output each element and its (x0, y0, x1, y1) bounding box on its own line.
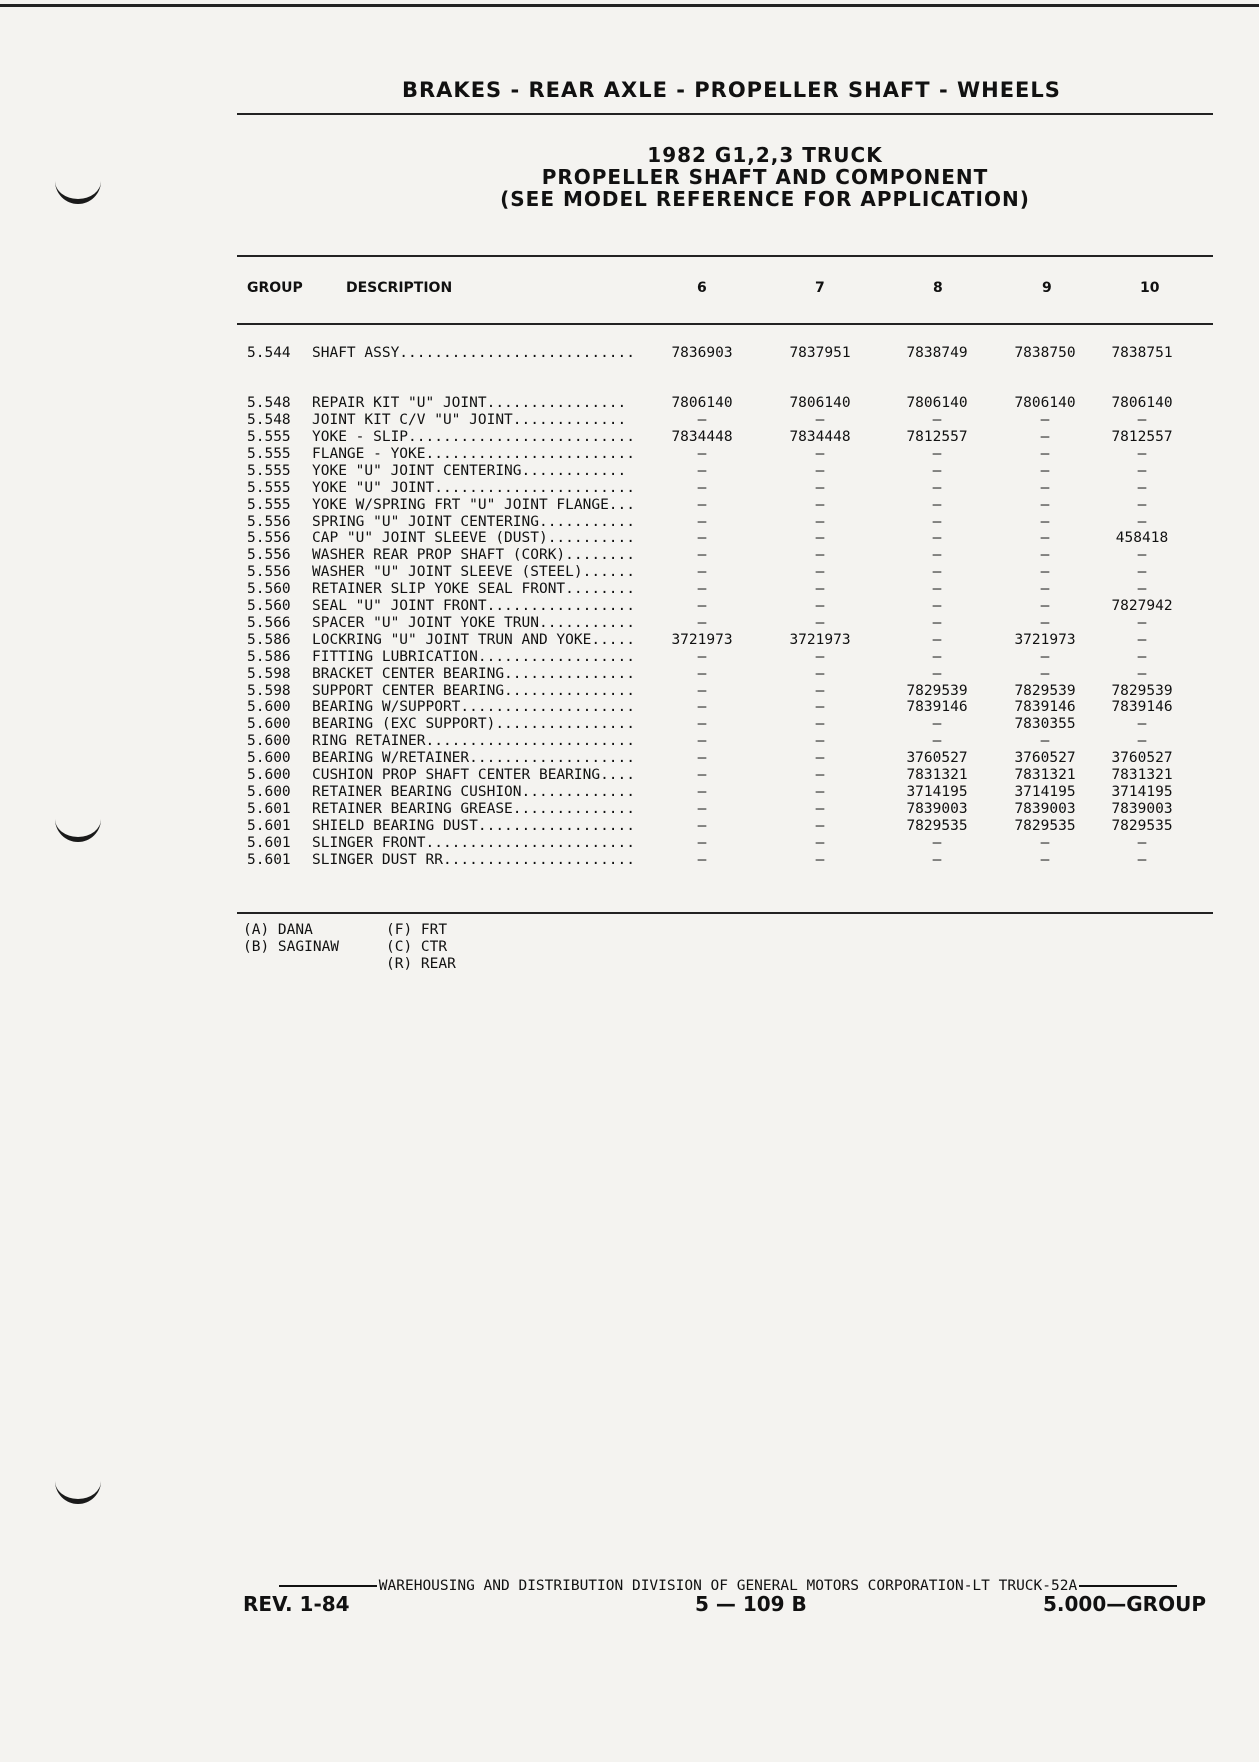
column-header-9: 9 (1042, 280, 1052, 296)
row-part-number-8: — (932, 412, 942, 428)
row-part-number-9: 7831321 (1014, 767, 1076, 783)
title-line-1: 1982 G1,2,3 TRUCK (647, 143, 883, 167)
row-part-number-7: — (815, 800, 825, 817)
row-part-number-9: — (1040, 462, 1050, 479)
row-group: 5.555 (247, 479, 291, 496)
row-part-number-6: — (697, 462, 707, 479)
row-part-number-10: 7812557 (1111, 429, 1173, 445)
row-part-number-7: — (815, 834, 825, 851)
row-part-number-6: — (697, 564, 707, 581)
row-part-number-10: — (1137, 412, 1147, 428)
section-header: BRAKES - REAR AXLE - PROPELLER SHAFT - WHEELS (402, 78, 1061, 102)
row-part-number-6: — (697, 800, 707, 817)
row-group: 5.586 (247, 648, 291, 665)
row-description: SPACER "U" JOINT YOKE TRUN........... (312, 614, 636, 631)
row-part-number-7: — (815, 699, 825, 716)
row-part-number-8: 7829539 (906, 682, 968, 699)
row-group: 5.600 (247, 783, 291, 800)
row-description: BEARING W/SUPPORT.................... (312, 699, 636, 716)
row-part-number-7: 7837951 (789, 345, 851, 361)
row-part-number-10: — (1137, 547, 1147, 564)
legend-item-r: (R) REAR (386, 956, 456, 972)
row-group: 5.560 (247, 598, 291, 614)
row-group: 5.556 (247, 547, 291, 564)
row-part-number-9: 7830355 (1014, 716, 1076, 733)
row-part-number-8: — (932, 462, 942, 479)
row-part-number-7: — (815, 412, 825, 428)
row-part-number-10: — (1137, 564, 1147, 581)
row-group: 5.601 (247, 800, 291, 817)
row-part-number-8: 3760527 (906, 750, 968, 767)
row-part-number-8: — (932, 496, 942, 513)
legend-item-c: (C) CTR (386, 939, 448, 955)
row-part-number-7: — (815, 648, 825, 665)
binder-hole-mark (55, 808, 101, 842)
row-part-number-10: — (1137, 614, 1147, 631)
row-part-number-9: — (1040, 445, 1050, 462)
row-part-number-8: — (932, 598, 942, 614)
row-part-number-6: 3721973 (671, 631, 733, 648)
row-part-number-10: 3714195 (1111, 783, 1173, 800)
row-part-number-9: — (1040, 581, 1050, 598)
title-line-2: PROPELLER SHAFT AND COMPONENT (541, 165, 989, 189)
row-part-number-9: — (1040, 614, 1050, 631)
row-description: RETAINER BEARING CUSHION............. (312, 783, 636, 800)
row-group: 5.601 (247, 817, 291, 834)
row-part-number-9: — (1040, 530, 1050, 547)
row-part-number-6: — (697, 496, 707, 513)
row-group: 5.544 (247, 345, 291, 361)
header-rule (237, 113, 1213, 115)
row-part-number-10: — (1137, 834, 1147, 851)
row-group: 5.601 (247, 851, 291, 868)
row-part-number-8: — (932, 530, 942, 547)
row-part-number-6: — (697, 614, 707, 631)
row-group: 5.566 (247, 614, 291, 631)
row-group: 5.598 (247, 682, 291, 699)
row-description: SUPPORT CENTER BEARING............... (312, 682, 636, 699)
binder-hole-mark (55, 1470, 101, 1504)
row-description: SPRING "U" JOINT CENTERING........... (312, 513, 636, 530)
row-group: 5.600 (247, 767, 291, 783)
row-part-number-10: 7839146 (1111, 699, 1173, 716)
row-description: YOKE W/SPRING FRT "U" JOINT FLANGE... (312, 496, 636, 513)
row-part-number-9: 3721973 (1014, 631, 1076, 648)
row-part-number-9: 3714195 (1014, 783, 1076, 800)
row-part-number-8: 7812557 (906, 429, 968, 445)
row-part-number-8: — (932, 445, 942, 462)
row-part-number-6: — (697, 851, 707, 868)
row-description: BRACKET CENTER BEARING............... (312, 665, 636, 682)
row-part-number-7: — (815, 564, 825, 581)
row-part-number-10: 458418 (1115, 530, 1169, 547)
row-part-number-7: — (815, 767, 825, 783)
row-part-number-10: — (1137, 581, 1147, 598)
row-group: 5.548 (247, 412, 291, 428)
row-description: YOKE "U" JOINT....................... (312, 479, 636, 496)
column-header-rule (237, 323, 1213, 325)
row-part-number-8: 3714195 (906, 783, 968, 800)
row-part-number-7: — (815, 513, 825, 530)
row-description: SHIELD BEARING DUST.................. (312, 817, 636, 834)
row-part-number-7: — (815, 665, 825, 682)
row-part-number-8: — (932, 665, 942, 682)
row-description: FLANGE - YOKE........................ (312, 445, 636, 462)
legend-item-a: (A) DANA (243, 922, 313, 938)
row-part-number-6: — (697, 699, 707, 716)
legend-item-f: (F) FRT (386, 922, 448, 938)
row-part-number-7: — (815, 581, 825, 598)
row-part-number-10: — (1137, 716, 1147, 733)
row-part-number-6: 7834448 (671, 429, 733, 445)
row-part-number-9: — (1040, 665, 1050, 682)
row-part-number-6: — (697, 530, 707, 547)
row-description: REPAIR KIT "U" JOINT................ (312, 395, 627, 411)
row-part-number-8: — (932, 479, 942, 496)
row-part-number-6: — (697, 665, 707, 682)
column-header-group: GROUP (247, 280, 303, 296)
row-part-number-10: — (1137, 513, 1147, 530)
row-description: SEAL "U" JOINT FRONT................. (312, 598, 636, 614)
row-part-number-10: — (1137, 462, 1147, 479)
row-part-number-7: — (815, 479, 825, 496)
row-part-number-8: — (932, 834, 942, 851)
row-part-number-6: 7836903 (671, 345, 733, 361)
row-description: SLINGER FRONT........................ (312, 834, 636, 851)
row-group: 5.600 (247, 699, 291, 716)
row-group: 5.598 (247, 665, 291, 682)
row-part-number-10: 7829539 (1111, 682, 1173, 699)
row-description: CAP "U" JOINT SLEEVE (DUST).......... (312, 530, 636, 547)
row-part-number-8: — (932, 648, 942, 665)
row-part-number-7: — (815, 445, 825, 462)
page-top-line (0, 4, 1259, 7)
row-part-number-9: 7829535 (1014, 817, 1076, 834)
row-part-number-9: — (1040, 834, 1050, 851)
row-description: JOINT KIT C/V "U" JOINT............. (312, 412, 627, 428)
binder-hole-mark (55, 170, 101, 204)
row-part-number-6: — (697, 716, 707, 733)
row-part-number-10: 7831321 (1111, 767, 1173, 783)
row-part-number-9: 7829539 (1014, 682, 1076, 699)
row-part-number-7: — (815, 750, 825, 767)
row-part-number-8: — (932, 614, 942, 631)
row-part-number-8: — (932, 716, 942, 733)
row-part-number-7: — (815, 614, 825, 631)
row-part-number-9: 3760527 (1014, 750, 1076, 767)
row-part-number-8: 7806140 (906, 395, 968, 411)
row-description: WASHER REAR PROP SHAFT (CORK)........ (312, 547, 636, 564)
row-part-number-7: — (815, 462, 825, 479)
row-part-number-9: — (1040, 851, 1050, 868)
row-group: 5.556 (247, 564, 291, 581)
row-part-number-9: — (1040, 598, 1050, 614)
row-part-number-8: — (932, 547, 942, 564)
row-group: 5.548 (247, 395, 291, 411)
row-part-number-7: — (815, 598, 825, 614)
row-description: CUSHION PROP SHAFT CENTER BEARING.... (312, 767, 636, 783)
row-part-number-8: — (932, 513, 942, 530)
row-part-number-6: — (697, 598, 707, 614)
row-group: 5.555 (247, 496, 291, 513)
row-part-number-7: — (815, 733, 825, 750)
row-part-number-10: — (1137, 851, 1147, 868)
row-part-number-10: 7806140 (1111, 395, 1173, 411)
footer-group: 5.000—GROUP (1043, 1592, 1206, 1616)
row-description: RING RETAINER........................ (312, 733, 636, 750)
row-group: 5.555 (247, 462, 291, 479)
row-part-number-6: — (697, 648, 707, 665)
row-description: SLINGER DUST RR...................... (312, 851, 636, 868)
row-part-number-9: — (1040, 412, 1050, 428)
row-description: WASHER "U" JOINT SLEEVE (STEEL)...... (312, 564, 636, 581)
row-part-number-8: — (932, 631, 942, 648)
row-part-number-7: — (815, 496, 825, 513)
row-description: RETAINER SLIP YOKE SEAL FRONT........ (312, 581, 636, 598)
row-description: RETAINER BEARING GREASE.............. (312, 800, 636, 817)
row-part-number-6: — (697, 834, 707, 851)
row-part-number-8: 7831321 (906, 767, 968, 783)
footer-page-number: 5 — 109 B (695, 1592, 807, 1616)
row-part-number-9: — (1040, 733, 1050, 750)
table-bottom-rule (237, 912, 1213, 914)
row-group: 5.600 (247, 733, 291, 750)
row-part-number-9: 7838750 (1014, 345, 1076, 361)
title-line-3: (SEE MODEL REFERENCE FOR APPLICATION) (500, 187, 1030, 211)
row-description: BEARING (EXC SUPPORT)................ (312, 716, 636, 733)
row-part-number-7: — (815, 716, 825, 733)
row-part-number-10: 7827942 (1111, 598, 1173, 614)
row-group: 5.556 (247, 530, 291, 547)
row-part-number-10: — (1137, 648, 1147, 665)
row-part-number-6: — (697, 750, 707, 767)
row-part-number-6: — (697, 547, 707, 564)
column-header-description: DESCRIPTION (346, 280, 453, 296)
row-part-number-7: — (815, 547, 825, 564)
row-part-number-8: 7839003 (906, 800, 968, 817)
row-part-number-6: — (697, 479, 707, 496)
row-part-number-9: — (1040, 564, 1050, 581)
row-part-number-6: — (697, 733, 707, 750)
row-part-number-9: — (1040, 547, 1050, 564)
row-group: 5.601 (247, 834, 291, 851)
row-part-number-9: — (1040, 513, 1050, 530)
column-header-10: 10 (1140, 280, 1160, 296)
row-part-number-6: — (697, 412, 707, 428)
row-group: 5.556 (247, 513, 291, 530)
column-header-8: 8 (933, 280, 943, 296)
row-part-number-7: — (815, 682, 825, 699)
row-group: 5.555 (247, 429, 291, 445)
row-part-number-9: — (1040, 479, 1050, 496)
row-part-number-10: 7838751 (1111, 345, 1173, 361)
row-part-number-7: — (815, 851, 825, 868)
row-group: 5.600 (247, 716, 291, 733)
row-part-number-6: — (697, 513, 707, 530)
row-part-number-8: 7829535 (906, 817, 968, 834)
row-part-number-8: — (932, 564, 942, 581)
row-part-number-8: — (932, 851, 942, 868)
row-part-number-6: — (697, 817, 707, 834)
row-part-number-8: — (932, 581, 942, 598)
table-top-rule (237, 255, 1213, 257)
row-part-number-7: — (815, 530, 825, 547)
row-part-number-10: — (1137, 733, 1147, 750)
row-part-number-6: — (697, 581, 707, 598)
row-part-number-9: 7806140 (1014, 395, 1076, 411)
row-group: 5.600 (247, 750, 291, 767)
row-group: 5.560 (247, 581, 291, 598)
legend-item-b: (B) SAGINAW (243, 939, 340, 955)
row-part-number-7: 7834448 (789, 429, 851, 445)
column-header-7: 7 (815, 280, 825, 296)
row-part-number-10: — (1137, 479, 1147, 496)
row-part-number-10: — (1137, 496, 1147, 513)
row-description: LOCKRING "U" JOINT TRUN AND YOKE..... (312, 631, 636, 648)
row-part-number-8: 7838749 (906, 345, 968, 361)
row-description: YOKE - SLIP.......................... (312, 429, 636, 445)
row-part-number-10: — (1137, 631, 1147, 648)
row-part-number-8: — (932, 733, 942, 750)
row-part-number-9: — (1040, 648, 1050, 665)
column-header-6: 6 (697, 280, 707, 296)
row-part-number-7: — (815, 817, 825, 834)
row-part-number-8: 7839146 (906, 699, 968, 716)
row-part-number-9: — (1040, 429, 1050, 445)
row-description: SHAFT ASSY........................... (312, 345, 636, 361)
row-part-number-6: — (697, 783, 707, 800)
row-part-number-10: — (1137, 445, 1147, 462)
row-part-number-10: — (1137, 665, 1147, 682)
row-part-number-6: — (697, 682, 707, 699)
row-description: BEARING W/RETAINER................... (312, 750, 636, 767)
footer-division-text: WAREHOUSING AND DISTRIBUTION DIVISION OF GENERAL MOTORS CORPORATION-LT TRUCK-52A (378, 1578, 1078, 1594)
row-part-number-6: — (697, 767, 707, 783)
row-part-number-7: — (815, 783, 825, 800)
row-part-number-9: 7839146 (1014, 699, 1076, 716)
row-part-number-6: — (697, 445, 707, 462)
row-part-number-7: 7806140 (789, 395, 851, 411)
row-part-number-7: 3721973 (789, 631, 851, 648)
row-description: YOKE "U" JOINT CENTERING............ (312, 462, 627, 479)
row-part-number-9: 7839003 (1014, 800, 1076, 817)
row-part-number-10: 7839003 (1111, 800, 1173, 817)
row-part-number-10: 3760527 (1111, 750, 1173, 767)
row-group: 5.586 (247, 631, 291, 648)
row-part-number-10: 7829535 (1111, 817, 1173, 834)
footer-revision: REV. 1-84 (243, 1592, 350, 1616)
row-part-number-9: — (1040, 496, 1050, 513)
row-part-number-6: 7806140 (671, 395, 733, 411)
row-description: FITTING LUBRICATION.................. (312, 648, 636, 665)
row-group: 5.555 (247, 445, 291, 462)
